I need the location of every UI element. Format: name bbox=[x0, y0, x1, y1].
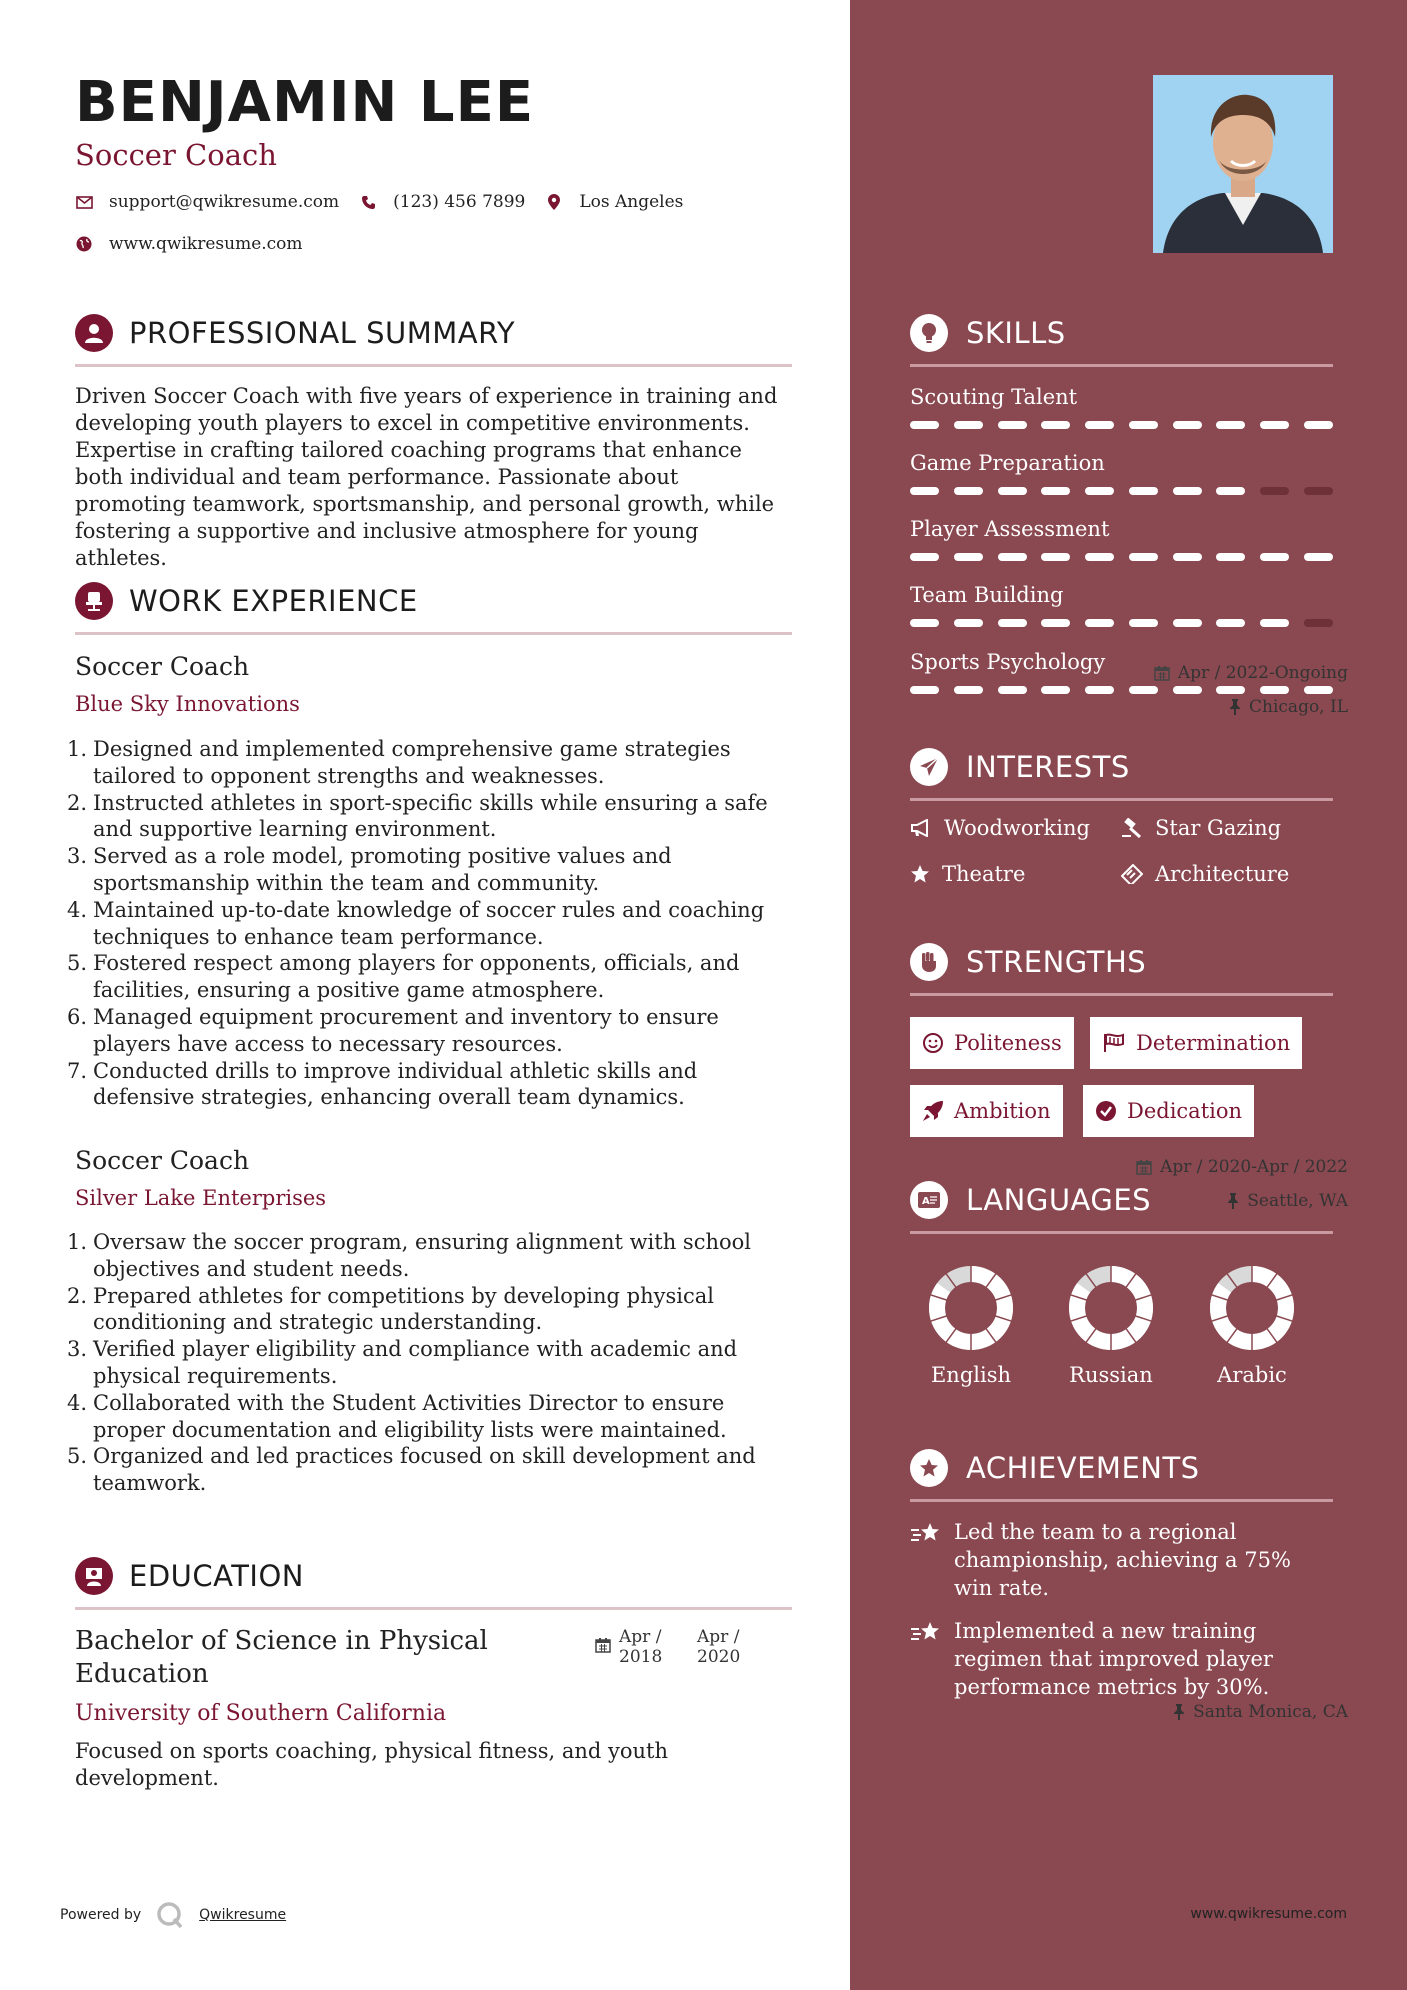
skill-level-dash bbox=[1173, 421, 1202, 429]
skill-level-dash bbox=[1304, 487, 1333, 495]
skill-level-dash bbox=[1173, 487, 1202, 495]
bullhorn-icon bbox=[910, 819, 932, 837]
contact-row-2 bbox=[75, 234, 323, 254]
lightbulb-icon bbox=[910, 314, 948, 352]
skill-level-dash bbox=[910, 686, 939, 694]
skill-level-dash bbox=[998, 421, 1027, 429]
edu-school: University of Southern California bbox=[75, 1701, 447, 1726]
edu-location bbox=[1173, 1702, 1348, 1722]
skill-sports-psychology bbox=[910, 650, 1333, 694]
list-item: 2. Prepared athletes for competitions by developing physical conditioning and strategic understanding. bbox=[67, 1283, 714, 1335]
strength-dedication: Dedication bbox=[1083, 1085, 1254, 1137]
edu-description: Focused on sports coaching, physical fitness, and youth development. bbox=[75, 1739, 669, 1790]
experience-heading-text: WORK EXPERIENCE bbox=[129, 584, 418, 618]
skill-level-dash bbox=[1129, 421, 1158, 429]
skill-level-dash bbox=[1304, 619, 1333, 627]
skill-level-dash bbox=[1216, 487, 1245, 495]
skill-game-preparation bbox=[910, 451, 1333, 495]
user-icon bbox=[75, 314, 113, 352]
language-name: Arabic bbox=[1217, 1363, 1287, 1387]
skill-name: Team Building bbox=[910, 583, 1064, 607]
skill-level-dash bbox=[1085, 421, 1114, 429]
skill-level-dash bbox=[1041, 487, 1070, 495]
footer-website[interactable]: www.qwikresume.com bbox=[1190, 1906, 1347, 1922]
briefcase-chair-icon bbox=[75, 582, 113, 620]
skill-level-dash bbox=[1216, 553, 1245, 561]
list-item: 5. Organized and led practices focused on skill development and teamwork. bbox=[67, 1444, 756, 1496]
skill-level-dash bbox=[1260, 421, 1289, 429]
skill-level-dash bbox=[1260, 487, 1289, 495]
interest-architecture: Architecture bbox=[1121, 862, 1289, 886]
profile-photo bbox=[1153, 75, 1333, 253]
skill-level-dash bbox=[1129, 487, 1158, 495]
skill-name: Scouting Talent bbox=[910, 385, 1078, 409]
rocket-icon bbox=[922, 1100, 944, 1122]
job-2-title: Soccer Coach bbox=[75, 1146, 250, 1175]
skill-level-dash bbox=[998, 686, 1027, 694]
skill-level-dash bbox=[1129, 619, 1158, 627]
edu-degree: Bachelor of Science in Physical Education bbox=[75, 1626, 488, 1689]
achievement-2: Implemented a new training regimen that improved player performance metrics by 30%. bbox=[910, 1617, 1333, 1701]
skill-level-dash bbox=[1216, 421, 1245, 429]
job-1-bullets bbox=[67, 736, 802, 1111]
skill-level-dash bbox=[954, 553, 983, 561]
edu-start: Apr / 2018 bbox=[619, 1627, 663, 1667]
edu-end: Apr / 2020 bbox=[697, 1627, 741, 1667]
skill-level-dash bbox=[910, 553, 939, 561]
interest-theatre: Theatre bbox=[910, 862, 1025, 886]
skill-team-building bbox=[910, 583, 1333, 627]
education-heading-text: EDUCATION bbox=[129, 1559, 305, 1593]
strength-determination: Determination bbox=[1090, 1017, 1302, 1069]
skill-level-dash bbox=[1041, 421, 1070, 429]
skill-level-dash bbox=[954, 421, 983, 429]
skill-level-dash bbox=[1173, 553, 1202, 561]
candidate-name: BENJAMIN LEE bbox=[75, 70, 535, 135]
star-badge-icon bbox=[910, 1449, 948, 1487]
skill-level-bar bbox=[910, 686, 1333, 694]
calendar-icon bbox=[1136, 1159, 1152, 1175]
contact-row-1 bbox=[75, 192, 703, 212]
skill-level-dash bbox=[1041, 686, 1070, 694]
experience-heading bbox=[75, 582, 792, 635]
skill-level-dash bbox=[1304, 686, 1333, 694]
qwikresume-logo-icon bbox=[155, 1900, 185, 1930]
skill-level-dash bbox=[1304, 421, 1333, 429]
languages-heading bbox=[910, 1181, 1333, 1234]
skill-level-dash bbox=[1129, 686, 1158, 694]
svg-text:A: A bbox=[922, 1196, 930, 1207]
skill-level-dash bbox=[1041, 553, 1070, 561]
skills-heading-text: SKILLS bbox=[966, 316, 1066, 350]
skill-level-dash bbox=[910, 421, 939, 429]
graduate-icon bbox=[75, 1557, 113, 1595]
language-english bbox=[911, 1265, 1031, 1387]
paper-plane-icon bbox=[910, 748, 948, 786]
shooting-star-icon bbox=[910, 1520, 942, 1546]
smile-icon bbox=[922, 1032, 944, 1054]
job-1-location-text: Chicago, IL bbox=[1249, 697, 1348, 717]
skill-level-bar bbox=[910, 421, 1333, 429]
contact-phone[interactable]: (123) 456 7899 bbox=[393, 192, 526, 212]
interest-woodworking: Woodworking bbox=[910, 816, 1090, 840]
list-item: 4. Collaborated with the Student Activities Director to ensure proper documentation and eligibility lists were maintained. bbox=[67, 1390, 727, 1442]
language-donut bbox=[928, 1265, 1014, 1351]
skill-name: Player Assessment bbox=[910, 517, 1110, 541]
skills-heading bbox=[910, 314, 1333, 367]
language-russian bbox=[1051, 1265, 1171, 1387]
list-item: 3. Served as a role model, promoting positive values and sportsmanship within the team and community. bbox=[67, 844, 672, 895]
skill-level-dash bbox=[1085, 619, 1114, 627]
shooting-star-icon bbox=[910, 1619, 942, 1645]
gavel-icon bbox=[1121, 818, 1143, 838]
skill-level-dash bbox=[1085, 487, 1114, 495]
list-item: 6. Managed equipment procurement and inventory to ensure players have access to necessary resources. bbox=[67, 1004, 719, 1056]
powered-by-brand-link[interactable]: Qwikresume bbox=[199, 1907, 287, 1923]
strengths-heading bbox=[910, 943, 1333, 996]
list-item: 3. Verified player eligibility and compliance with academic and physical requirements. bbox=[67, 1337, 738, 1388]
skill-level-bar bbox=[910, 553, 1333, 561]
pushpin-icon bbox=[1229, 699, 1241, 715]
contact-location: Los Angeles bbox=[579, 192, 684, 212]
map-pin-icon bbox=[545, 193, 563, 211]
job-2-location-text: Seattle, WA bbox=[1247, 1191, 1348, 1211]
skill-level-dash bbox=[954, 686, 983, 694]
skill-level-dash bbox=[954, 619, 983, 627]
list-item: 4. Maintained up-to-date knowledge of soccer rules and coaching techniques to enhance team performance. bbox=[67, 897, 765, 949]
skill-level-dash bbox=[954, 487, 983, 495]
language-donut bbox=[1209, 1265, 1295, 1351]
summary-heading-text: PROFESSIONAL SUMMARY bbox=[129, 316, 516, 350]
interests-heading-text: INTERESTS bbox=[966, 750, 1130, 784]
interest-star-gazing: Star Gazing bbox=[1121, 816, 1281, 840]
list-item: 7. Conducted drills to improve individual athletic skills and defensive strategies, enhancing overall team dynamics. bbox=[67, 1058, 698, 1110]
job-1-company: Blue Sky Innovations bbox=[75, 692, 300, 716]
ticket-icon bbox=[1121, 864, 1143, 884]
summary-heading bbox=[75, 314, 792, 367]
achievement-1: Led the team to a regional championship, achieving a 75% win rate. bbox=[910, 1518, 1333, 1602]
skill-scouting-talent bbox=[910, 385, 1333, 429]
job-1-dates-text: Apr / 2022-Ongoing bbox=[1177, 663, 1348, 683]
skill-level-dash bbox=[1260, 553, 1289, 561]
skill-name: Game Preparation bbox=[910, 451, 1105, 475]
achievements-heading-text: ACHIEVEMENTS bbox=[966, 1451, 1200, 1485]
language-card-icon bbox=[910, 1181, 948, 1219]
interests-heading bbox=[910, 748, 1333, 801]
languages-heading-text: LANGUAGES bbox=[966, 1183, 1152, 1217]
footer-powered-by bbox=[60, 1900, 286, 1930]
skill-level-bar bbox=[910, 619, 1333, 627]
strength-politeness: Politeness bbox=[910, 1017, 1074, 1069]
calendar-icon bbox=[595, 1637, 611, 1653]
skill-level-dash bbox=[1260, 619, 1289, 627]
contact-website[interactable]: www.qwikresume.com bbox=[109, 234, 303, 254]
powered-by-label: Powered by bbox=[60, 1907, 142, 1923]
candidate-title: Soccer Coach bbox=[75, 138, 277, 172]
skill-player-assessment bbox=[910, 517, 1333, 561]
edu-location-text: Santa Monica, CA bbox=[1193, 1702, 1348, 1722]
job-2-bullets bbox=[67, 1229, 802, 1497]
skill-level-dash bbox=[1085, 553, 1114, 561]
achievements-heading bbox=[910, 1449, 1333, 1502]
language-name: English bbox=[930, 1363, 1012, 1387]
flag-icon bbox=[1102, 1033, 1126, 1053]
check-circle-icon bbox=[1095, 1100, 1117, 1122]
skill-level-dash bbox=[910, 619, 939, 627]
skill-level-dash bbox=[998, 487, 1027, 495]
skill-level-dash bbox=[1085, 686, 1114, 694]
skill-name: Sports Psychology bbox=[910, 650, 1106, 674]
job-1-location bbox=[1229, 697, 1348, 717]
skill-level-dash bbox=[1173, 686, 1202, 694]
strengths-heading-text: STRENGTHS bbox=[966, 945, 1147, 979]
star-icon bbox=[910, 864, 930, 884]
skill-level-dash bbox=[1041, 619, 1070, 627]
skill-level-dash bbox=[1304, 553, 1333, 561]
language-arabic bbox=[1192, 1265, 1312, 1387]
fist-icon bbox=[910, 943, 948, 981]
language-name: Russian bbox=[1069, 1363, 1153, 1387]
language-donut bbox=[1068, 1265, 1154, 1351]
skill-level-dash bbox=[1216, 686, 1245, 694]
skill-level-dash bbox=[1129, 553, 1158, 561]
envelope-icon bbox=[75, 193, 93, 211]
contact-email[interactable]: support@qwikresume.com bbox=[109, 192, 340, 212]
skill-level-dash bbox=[1216, 619, 1245, 627]
skill-level-dash bbox=[1260, 686, 1289, 694]
edu-dates bbox=[595, 1627, 767, 1667]
skill-level-dash bbox=[910, 487, 939, 495]
pushpin-icon bbox=[1173, 1704, 1185, 1720]
education-heading bbox=[75, 1557, 792, 1610]
job-2-dates-text: Apr / 2020-Apr / 2022 bbox=[1160, 1157, 1348, 1177]
skill-level-dash bbox=[998, 619, 1027, 627]
globe-icon bbox=[75, 235, 93, 253]
list-item: 1. Oversaw the soccer program, ensuring alignment with school objectives and student needs. bbox=[67, 1230, 751, 1281]
list-item: 5. Fostered respect among players for opponents, officials, and facilities, ensuring a positive game atmosphere. bbox=[67, 951, 740, 1003]
summary-text: Driven Soccer Coach with five years of experience in training and developing youth players to excel in competitive environments. Expertise in crafting tailored coaching programs that enhance both individual and team performance. Passionate about promoting teamwork, sportsmanship, and personal growth, while fostering a supportive and inclusive atmosphere for young athletes. bbox=[75, 384, 778, 570]
job-1-title: Soccer Coach bbox=[75, 652, 250, 681]
list-item: 1. Designed and implemented comprehensive game strategies tailored to opponent strengths and weaknesses. bbox=[67, 737, 731, 788]
list-item: 2. Instructed athletes in sport-specific skills while ensuring a safe and supportive learning environment. bbox=[67, 790, 768, 842]
job-2-dates bbox=[1136, 1157, 1348, 1177]
strength-ambition: Ambition bbox=[910, 1085, 1063, 1137]
job-2-company: Silver Lake Enterprises bbox=[75, 1186, 327, 1210]
skill-level-dash bbox=[998, 553, 1027, 561]
skill-level-dash bbox=[1173, 619, 1202, 627]
phone-icon bbox=[359, 193, 377, 211]
skill-level-bar bbox=[910, 487, 1333, 495]
